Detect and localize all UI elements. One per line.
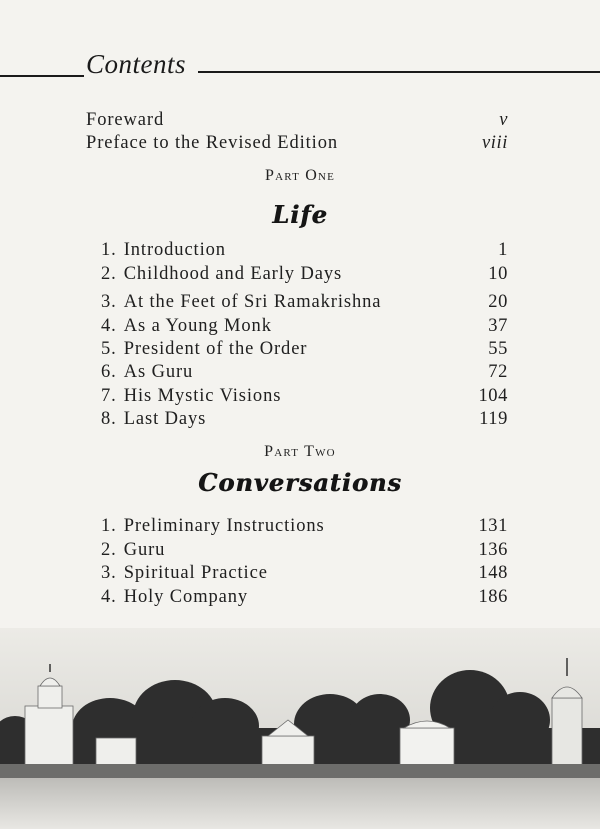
part-two-label: Part Two [264, 443, 336, 460]
toc-entry [101, 515, 325, 537]
temple-riverbank-photo [0, 628, 600, 829]
entry-title: Foreward [86, 110, 165, 130]
toc-entry [101, 263, 342, 285]
toc-entry [101, 385, 281, 407]
entry-title: Introduction [123, 240, 226, 260]
toc-entry [101, 539, 165, 561]
part-one-label: Part One [264, 167, 336, 184]
toc-entry [101, 361, 193, 383]
part-two-heading: Conversations [198, 468, 402, 497]
entry-title: At the Feet of Sri Ramakrishna [123, 292, 382, 312]
header-rule-right [198, 71, 600, 73]
toc-entry [101, 291, 381, 313]
entry-title: President of the Order [123, 339, 308, 359]
toc-entry-foreward [86, 109, 164, 131]
entry-title: Childhood and Early Days [123, 264, 343, 284]
header-rule-left [0, 75, 84, 77]
toc-entry [101, 586, 248, 608]
entry-page-number: 131 [478, 516, 508, 536]
entry-page-preface: viii [481, 133, 508, 153]
entry-page-number: 104 [478, 386, 508, 406]
entry-number: 5. [101, 339, 117, 359]
entry-page-number: 119 [479, 409, 508, 429]
entry-number: 6. [101, 362, 117, 382]
entry-title: Last Days [123, 409, 207, 429]
entry-page-foreward: v [499, 110, 508, 130]
toc-entry [101, 408, 206, 430]
entry-title: As Guru [123, 362, 194, 382]
toc-entry-preface [86, 132, 338, 154]
entry-number: 3. [101, 563, 117, 583]
entry-title: As a Young Monk [123, 316, 272, 336]
entry-number: 7. [101, 386, 117, 406]
entry-page-number: 148 [478, 563, 508, 583]
entry-number: 1. [101, 240, 117, 260]
entry-page-number: 55 [488, 339, 508, 359]
entry-title: Spiritual Practice [123, 563, 268, 583]
entry-title: Holy Company [123, 587, 249, 607]
entry-title: Preface to the Revised Edition [86, 133, 339, 153]
entry-number: 2. [101, 540, 117, 560]
part-one-heading: Life [272, 200, 328, 229]
entry-page-number: 186 [478, 587, 508, 607]
entry-page-number: 20 [488, 292, 508, 312]
entry-number: 8. [101, 409, 117, 429]
entry-page-number: 1 [498, 240, 508, 260]
toc-entry [101, 562, 268, 584]
entry-number: 3. [101, 292, 117, 312]
entry-title: Preliminary Instructions [123, 516, 325, 536]
entry-title: Guru [123, 540, 166, 560]
toc-entry [101, 239, 226, 261]
toc-entry [101, 315, 272, 337]
page-title: Contents [86, 49, 187, 79]
toc-entry [101, 338, 307, 360]
entry-page-number: 37 [488, 316, 508, 336]
entry-number: 4. [101, 316, 117, 336]
entry-page-number: 136 [478, 540, 508, 560]
entry-page-number: 10 [488, 264, 508, 284]
entry-number: 2. [101, 264, 117, 284]
entry-number: 1. [101, 516, 117, 536]
entry-title: His Mystic Visions [123, 386, 282, 406]
entry-number: 4. [101, 587, 117, 607]
entry-page-number: 72 [488, 362, 508, 382]
